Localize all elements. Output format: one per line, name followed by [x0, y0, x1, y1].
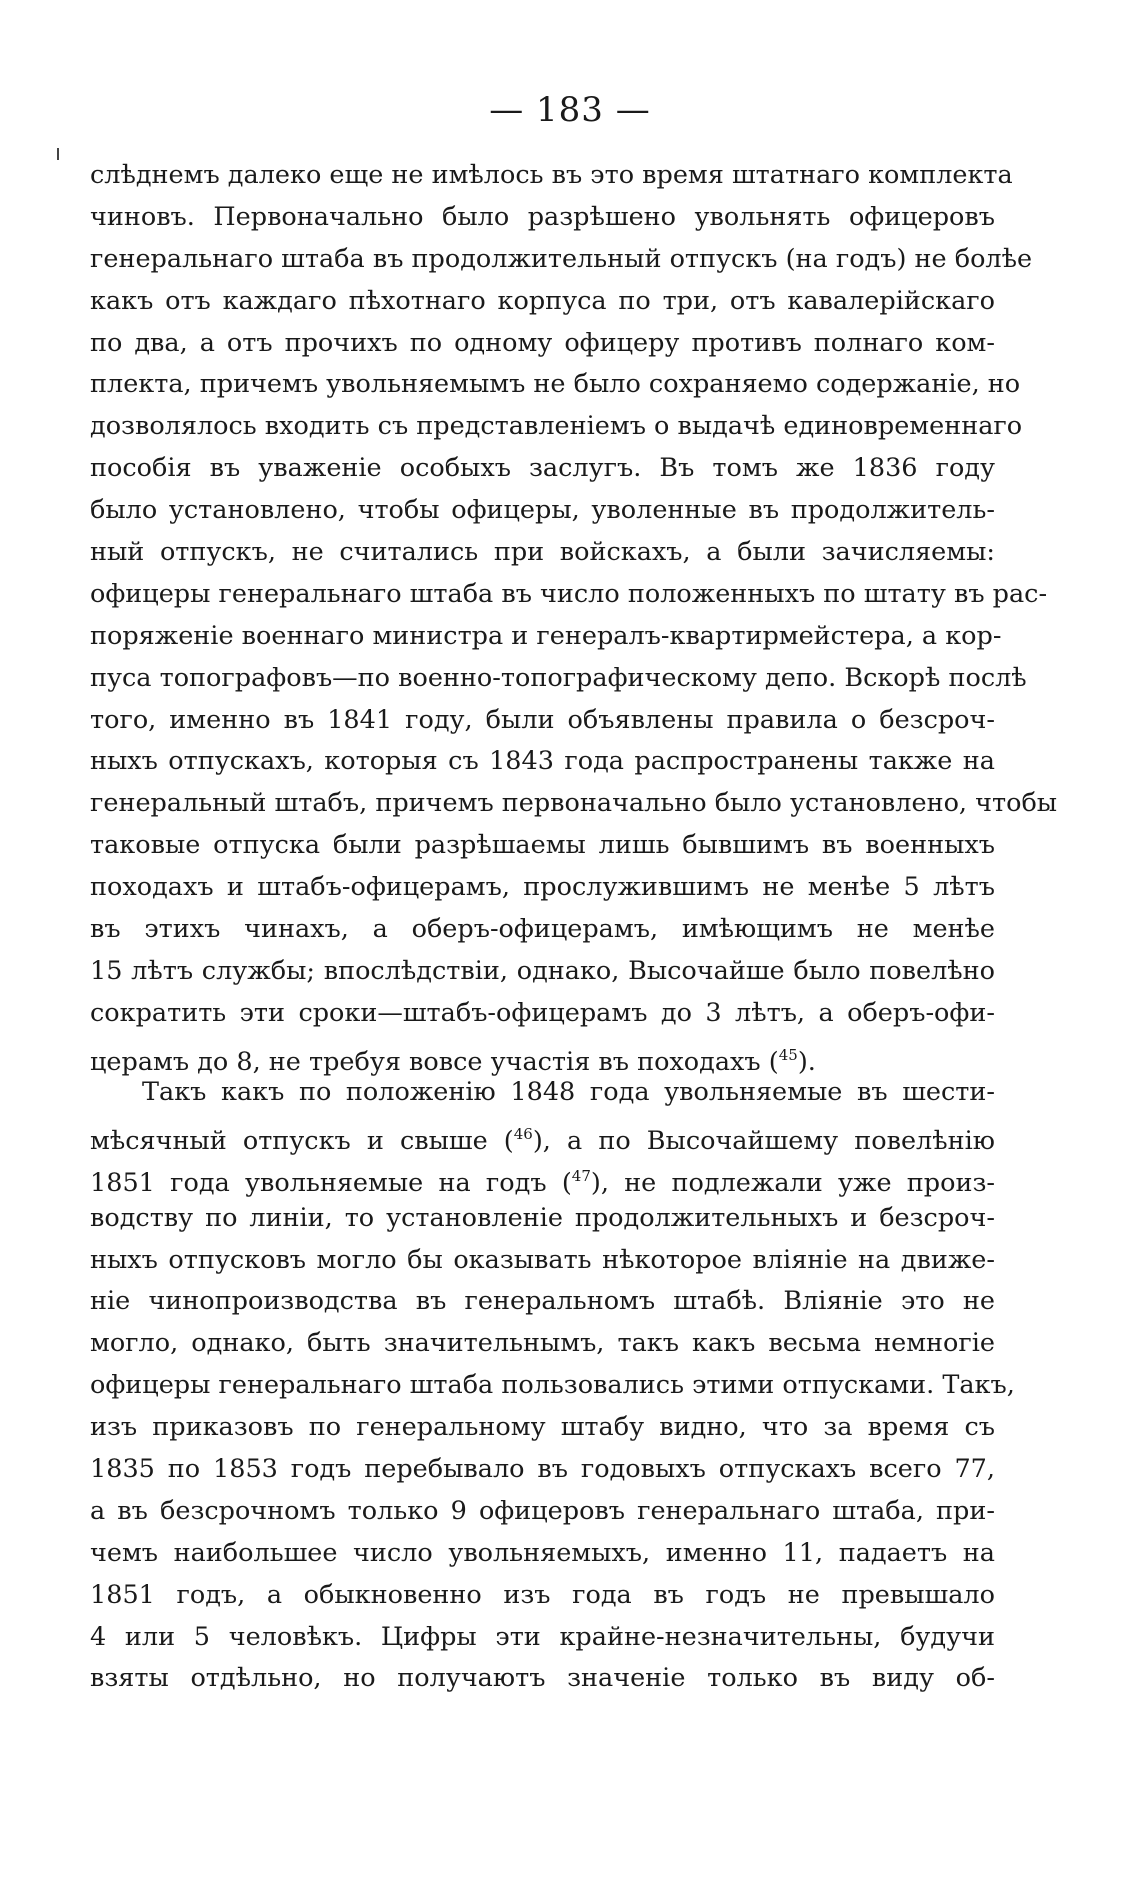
text-line: въ этихъ чинахъ, а оберъ-офицерамъ, имѣющимъ не менѣе	[90, 914, 995, 945]
text-line: ніе чинопроизводства въ генеральномъ штабѣ. Вліяніе это не	[90, 1286, 995, 1317]
text-line: ный отпускъ, не считались при войскахъ, а были зачисляемы:	[90, 537, 995, 568]
margin-mark	[57, 148, 59, 160]
text-segment: ).	[797, 1046, 816, 1077]
text-line: какъ отъ каждаго пѣхотнаго корпуса по три, отъ кавалерійскаго	[90, 285, 995, 316]
text-line: 1851 годъ, а обыкновенно изъ года въ годъ не превышало	[90, 1579, 995, 1610]
text-line: таковые отпуска были разрѣшаемы лишь бывшимъ въ военныхъ	[90, 830, 995, 861]
text-line	[90, 1156, 995, 1198]
text-line: дозволялось входить съ представленіемъ о выдачѣ единовременнаго	[90, 411, 1023, 442]
text-line: генеральный штабъ, причемъ первоначально было установлено, чтобы	[90, 788, 1058, 819]
text-line: а въ безсрочномъ только 9 офицеровъ генеральнаго штаба, при-	[90, 1495, 995, 1526]
text-line: по два, а отъ прочихъ по одному офицеру противъ полнаго ком-	[90, 327, 995, 358]
text-line: того, именно въ 1841 году, были объявлены правила о безсроч-	[90, 704, 995, 735]
text-line: генеральнаго штаба въ продолжительный отпускъ (на годъ) не болѣе	[90, 243, 1033, 274]
text-line: ныхъ отпусковъ могло бы оказывать нѣкоторое вліяніе на движе-	[90, 1244, 995, 1275]
text-line: взяты отдѣльно, но получаютъ значеніе только въ виду об-	[90, 1663, 995, 1694]
text-line: изъ приказовъ по генеральному штабу видно, что за время съ	[90, 1412, 995, 1443]
text-line: ныхъ отпускахъ, которыя съ 1843 года распространены также на	[90, 746, 995, 777]
text-line: поряженіе военнаго министра и генералъ-квартирмейстера, а кор-	[90, 620, 1002, 651]
text-line: Такъ какъ по положенію 1848 года увольняемые въ шести-	[142, 1077, 995, 1107]
paragraph-2	[90, 1072, 1015, 1700]
text-line: походахъ и штабъ-офицерамъ, прослужившимъ не менѣе 5 лѣтъ	[90, 872, 995, 903]
text-line: было установлено, чтобы офицеры, уволенные въ продолжитель-	[90, 495, 995, 526]
text-line: пуса топографовъ—по военно-топографическому депо. Вскорѣ послѣ	[90, 662, 1027, 693]
text-line	[90, 1114, 995, 1156]
paragraph-1	[90, 155, 1058, 1077]
footnote-ref: 45	[778, 1045, 798, 1064]
text-line: могло, однако, быть значительнымъ, такъ какъ весьма немногіе	[90, 1328, 995, 1359]
text-line: чиновъ. Первоначально было разрѣшено увольнять офицеровъ	[90, 201, 995, 232]
text-line: плекта, причемъ увольняемымъ не было сохраняемо содержаніе, но	[90, 369, 1021, 400]
text-line: пособія въ уваженіе особыхъ заслугъ. Въ томъ же 1836 году	[90, 453, 995, 484]
text-segment: ), не подлежали уже произ-	[590, 1167, 995, 1198]
text-segment: ), а по Высочайшему повелѣнію	[532, 1125, 995, 1156]
text-line: 15 лѣтъ службы; впослѣдствіи, однако, Высочайше было повелѣно	[90, 955, 995, 986]
text-line	[90, 1035, 995, 1077]
text-segment: 1851 года увольняемые на годъ (	[90, 1167, 572, 1198]
text-segment: церамъ до 8, не требуя вовсе участія въ походахъ (	[90, 1046, 779, 1077]
page-number: — 183 —	[489, 90, 651, 130]
text-line: офицеры генеральнаго штаба пользовались этими отпусками. Такъ,	[90, 1370, 1015, 1401]
text-line: слѣднемъ далеко еще не имѣлось въ это время штатнаго комплекта	[90, 160, 1013, 190]
text-line: водству по линіи, то установленіе продолжительныхъ и безсроч-	[90, 1202, 995, 1233]
text-line: 4 или 5 человѣкъ. Цифры эти крайне-незначительны, будучи	[90, 1621, 995, 1652]
footnote-ref: 46	[513, 1124, 533, 1143]
text-line: офицеры генеральнаго штаба въ число положенныхъ по штату въ рас-	[90, 578, 1048, 609]
text-line: чемъ наибольшее число увольняемыхъ, именно 11, падаетъ на	[90, 1537, 995, 1568]
text-line: сократить эти сроки—штабъ-офицерамъ до 3 лѣтъ, а оберъ-офи-	[90, 997, 995, 1028]
text-segment: мѣсячный отпускъ и свыше (	[90, 1125, 514, 1156]
text-line: 1835 по 1853 годъ перебывало въ годовыхъ отпускахъ всего 77,	[90, 1454, 995, 1485]
footnote-ref: 47	[571, 1166, 591, 1185]
